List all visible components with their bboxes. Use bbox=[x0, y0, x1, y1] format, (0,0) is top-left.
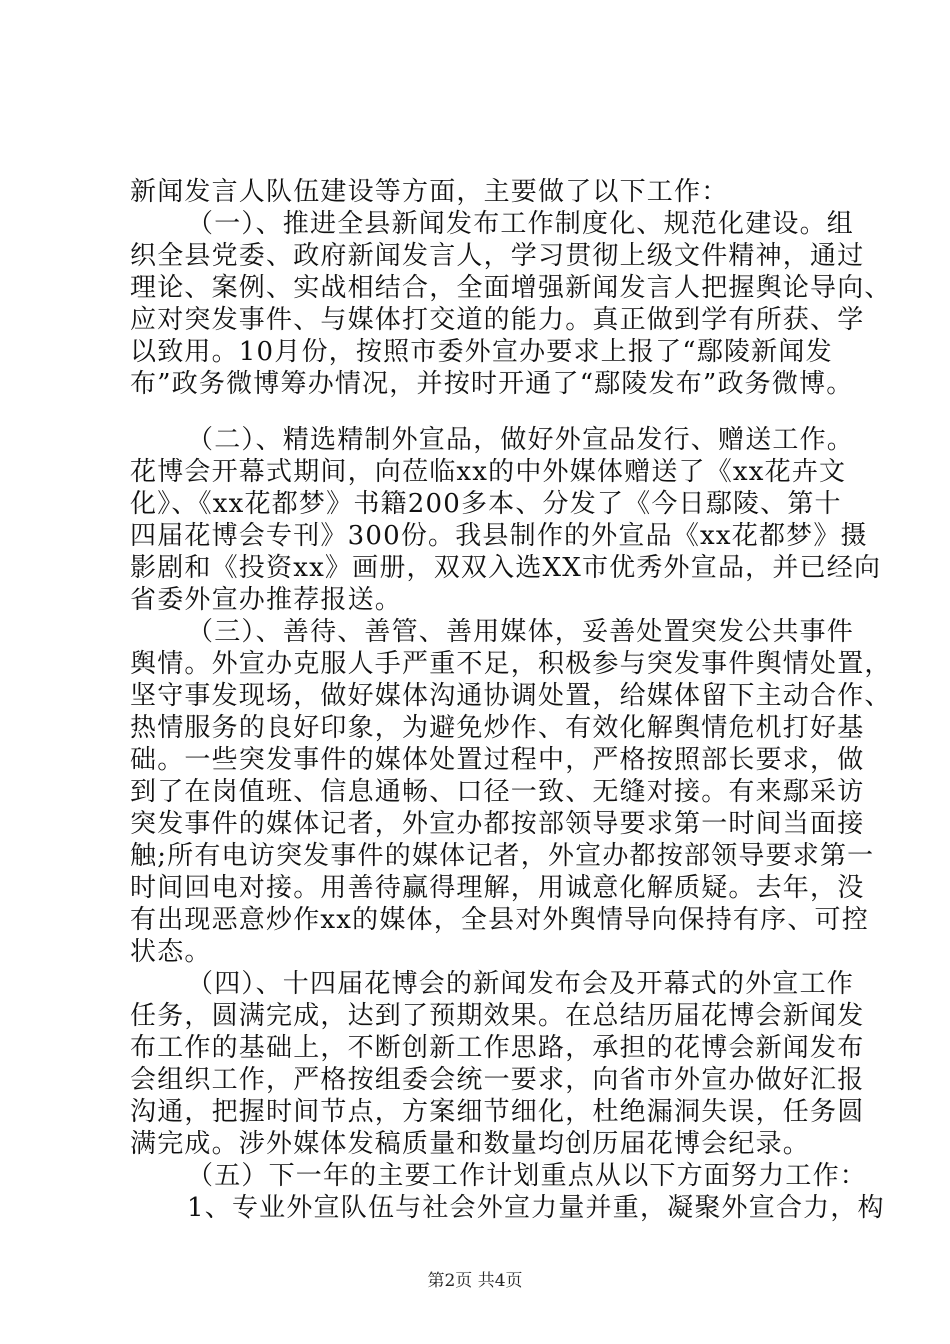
text-line: 满完成。涉外媒体发稿质量和数量均创历届花博会纪录。 bbox=[130, 1129, 811, 1159]
text-line: 布”政务微博筹办情况，并按时开通了“鄢陵发布”政务微博。 bbox=[130, 369, 854, 399]
text-line: 布工作的基础上，不断创新工作思路，承担的花博会新闻发布 bbox=[130, 1033, 865, 1063]
text-line: 应对突发事件、与媒体打交道的能力。真正做到学有所获、学 bbox=[130, 305, 865, 335]
text-line: （一）、推进全县新闻发布工作制度化、规范化建设。组 bbox=[187, 209, 855, 239]
text-line: 时间回电对接。用善待赢得理解，用诚意化解质疑。去年，没 bbox=[130, 873, 865, 903]
text-line: 热情服务的良好印象，为避免炒作、有效化解舆情危机打好基 bbox=[130, 713, 865, 743]
text-line: 任务，圆满完成，达到了预期效果。在总结历届花博会新闻发 bbox=[130, 1001, 865, 1031]
text-line: 触;所有电访突发事件的媒体记者，外宣办都按部领导要求第一 bbox=[130, 841, 875, 871]
text-line: 影剧和《投资xx》画册，双双入选XX市优秀外宣品，并已经向 bbox=[130, 553, 882, 583]
text-line: 省委外宣办推荐报送。 bbox=[130, 585, 403, 615]
text-line: （三）、善待、善管、善用媒体，妥善处置突发公共事件 bbox=[187, 617, 855, 647]
text-line: 四届花博会专刊》300份。我县制作的外宣品《xx花都梦》摄 bbox=[130, 521, 868, 551]
text-line: 础。一些突发事件的媒体处置过程中，严格按照部长要求，做 bbox=[130, 745, 865, 775]
text-line: 理论、案例、实战相结合，全面增强新闻发言人把握舆论导向、 bbox=[130, 273, 892, 303]
text-line: 舆情。外宣办克服人手严重不足，积极参与突发事件舆情处置， bbox=[130, 649, 892, 679]
text-line: （二）、精选精制外宣品，做好外宣品发行、赠送工作。 bbox=[187, 425, 855, 455]
text-line: 花博会开幕式期间，向莅临xx的中外媒体赠送了《xx花卉文 bbox=[130, 457, 847, 487]
text-line: （四）、十四届花博会的新闻发布会及开幕式的外宣工作 bbox=[187, 969, 855, 999]
text-line: 以致用。10月份，按照市委外宣办要求上报了“鄢陵新闻发 bbox=[130, 337, 833, 367]
text-line: 织全县党委、政府新闻发言人，学习贯彻上级文件精神，通过 bbox=[130, 241, 865, 271]
text-line: 突发事件的媒体记者，外宣办都按部领导要求第一时间当面接 bbox=[130, 809, 865, 839]
text-line: 坚守事发现场，做好媒体沟通协调处置，给媒体留下主动合作、 bbox=[130, 681, 892, 711]
text-line: 状态。 bbox=[130, 937, 212, 967]
text-line: （五）下一年的主要工作计划重点从以下方面努力工作： bbox=[187, 1161, 868, 1191]
text-line: 化》、《xx花都梦》书籍200多本、分发了《今日鄢陵、第十 bbox=[130, 489, 842, 519]
text-line: 沟通，把握时间节点，方案细节细化，杜绝漏洞失误，任务圆 bbox=[130, 1097, 865, 1127]
text-line: 1、专业外宣队伍与社会外宣力量并重，凝聚外宣合力，构 bbox=[187, 1193, 885, 1223]
text-line: 会组织工作，严格按组委会统一要求，向省市外宣办做好汇报 bbox=[130, 1065, 865, 1095]
text-line: 新闻发言人队伍建设等方面，主要做了以下工作： bbox=[130, 177, 729, 207]
text-line: 有出现恶意炒作xx的媒体，全县对外舆情导向保持有序、可控 bbox=[130, 905, 869, 935]
text-line: 到了在岗值班、信息通畅、口径一致、无缝对接。有来鄢采访 bbox=[130, 777, 865, 807]
page-footer: 第2页 共4页 bbox=[427, 1271, 523, 1291]
